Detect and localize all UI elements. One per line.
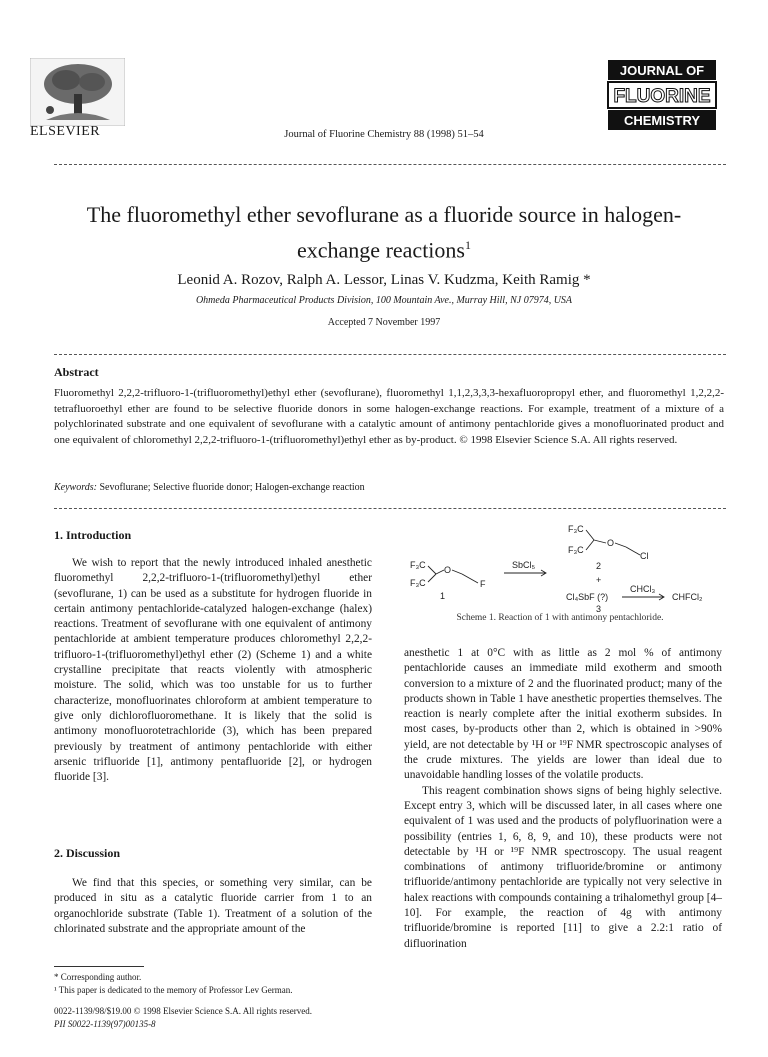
scheme-label-o2: O — [607, 538, 615, 548]
scheme-label-reagent2: CHCl₃ — [630, 584, 656, 594]
bond-2a — [586, 530, 594, 540]
discussion-paragraph: We find that this species, or something very similar, can be produced in situ as a catalytic fluoride carrier from 1 to an organochloride substrate (Table 1). Treatment of a solution of the chlorinated substrate and the appropriate amount of the — [54, 877, 372, 935]
bond-1c — [436, 570, 444, 574]
discussion-text — [54, 876, 372, 937]
abstract-bottom-rule — [54, 508, 726, 509]
bond-1e — [462, 574, 478, 583]
title-footnote-mark: 1 — [464, 238, 471, 252]
scheme-label-sb: Cl₄SbF (?) — [566, 592, 609, 602]
keywords-label: Keywords: — [54, 482, 97, 493]
introduction-heading: 1. Introduction — [54, 528, 132, 542]
abstract-top-rule — [54, 354, 726, 355]
introduction-text — [54, 556, 372, 785]
author-list: Leonid A. Rozov, Ralph A. Lessor, Linas V. Kudzma, Keith Ramig * — [177, 272, 591, 288]
abstract-text: Fluoromethyl 2,2,2-trifluoro-1-(trifluoromethyl)ethyl ether (sevoflurane), fluoromethyl 1,1,2,3,3,3-hexafluoropropyl ether, and fluoromethyl 1,2,2,2-tetrafluoroethyl ether are found to be selective fluoride donors in some halogen-exchange reactions. For example, treatment of a mixture of a polychlorinated substrate and one equivalent of sevoflurane with a catalytic amount of antimony pentachloride gives a monofluorinated product and one equivalent of chloromethyl 2,2,2-trifluoro-1-(trifluoromethyl)ethyl ether as by-product. © 1998 Elsevier Science S.A. All rights reserved. — [54, 387, 724, 446]
bond-2e — [626, 547, 640, 555]
bond-2d — [615, 543, 626, 547]
scheme-label-plus: + — [596, 575, 602, 585]
scheme-label-num1: 1 — [440, 591, 446, 601]
scheme-label-cl: Cl — [640, 551, 649, 561]
bond-2b — [586, 540, 594, 550]
pii-line: PII S0022-1139(97)00135-8 — [54, 1019, 156, 1029]
introduction-paragraph: We wish to report that the newly introduced inhaled anesthetic fluoromethyl 2,2,2-trifluoro-1-(trifluoromethyl)ethyl ether (sevoflurane, 1) can be used as a substitute for hydrogen fluoride in certain antimony pentachloride-catalyzed halogen-exchange (halex) reactions. Treatment of sevoflurane with one equivalent of antimony pentachloride at ambient temperature produces chloromethyl 2,2,2-trifluoro-1-(trifluoromethyl)ethyl ether (2) (Scheme 1) and a white crystalline precipitate that reacts violently with atmospheric moisture. The solid, which was too unstable for us to further characterize, monofluorinates chloroform at ambient temperature to give only dichlorofluoromethane. It is likely that the solid is antimony monofluorotetrachloride (3), which has been prepared previously by treatment of antimony pentachloride with either arsenic trifluoride [1], antimony pentafluoride [2], or hydrogen fluoride [3]. — [54, 557, 372, 784]
publisher-name: ELSEVIER — [30, 124, 101, 139]
journal-logo-line-2: FLUORINE — [613, 86, 711, 107]
affiliation: Ohmeda Pharmaceutical Products Division, 100 Mountain Ave., Murray Hill, NJ 07974, USA — [195, 295, 573, 306]
journal-logo — [606, 58, 718, 132]
right-paragraph-1: anesthetic 1 at 0°C with as little as 2 mol % of antimony pentachloride causes an immediate mild exotherm and smooth conversion to a mixture of 2 and the fluorinated product; many of the products shown in Table 1 have anesthetic properties themselves. The reaction is nearly complete after the initial exotherm subsides. In most cases, by-products other than 2, which is obtained in >90% yield, are not detectable by ¹H or ¹⁹F NMR spectroscopic analyses of the crude mixtures. The yields are lower than ideal due to unavoidable handling losses of the volatile products. — [404, 647, 722, 782]
scheme-label-reagent1: SbCl₅ — [512, 560, 536, 570]
scheme-label-o1: O — [444, 565, 452, 575]
copyright-line: 0022-1139/98/$19.00 © 1998 Elsevier Science S.A. All rights reserved. — [54, 1006, 312, 1016]
scheme-label-product: CHFCl₂ — [672, 592, 703, 602]
article-title: The fluoromethyl ether sevoflurane as a fluoride source in halogen-exchange reactions$^1$ — [86, 202, 682, 263]
scheme-caption: Scheme 1. Reaction of 1 with antimony pentachloride. — [456, 613, 664, 623]
keywords-text: Sevoflurane; Selective fluoride donor; Halogen-exchange reaction — [99, 482, 365, 493]
scheme-label-cf3-a: F₃C — [410, 560, 426, 570]
scheme-label-num3: 3 — [596, 604, 602, 612]
footnote-corresponding: * Corresponding author. — [54, 972, 142, 982]
discussion-heading: 2. Discussion — [54, 846, 121, 860]
corresponding-mark: * — [583, 272, 591, 288]
bond-1b — [428, 574, 436, 582]
bond-2c — [594, 540, 606, 543]
footnote-rule — [54, 966, 144, 967]
scheme-label-cf3-d: F₃C — [568, 545, 584, 555]
accepted-date: Accepted 7 November 1997 — [327, 317, 441, 328]
bond-1a — [428, 566, 436, 574]
bond-1d — [452, 570, 462, 574]
right-paragraph-2: This reagent combination shows signs of being highly selective. Except entry 3, which will be discussed later, in all cases where one equivalent of 1 was used and the products of polyfluorination were a possibility (entries 1, 6, 8, 9, and 10), these products were not detectable by ¹H or ¹⁹F NMR spectroscopy. The usual reagent combinations of antimony trifluoride/bromine or antimony trifluoride/antimony pentachloride are typically not very selective in halex reactions with compounds containing a trihalomethyl group [4–10]. For example, the reaction of 4g with antimony trifluoride/bromine is reported [11] to give a 2.2:1 ratio of difluorination — [404, 784, 722, 950]
keywords — [54, 482, 724, 493]
journal-logo-line-3: CHEMISTRY — [623, 113, 701, 128]
journal-reference: Journal of Fluorine Chemistry 88 (1998) 51–54 — [284, 129, 484, 140]
scheme-1 — [400, 520, 720, 612]
journal-logo-line-1: JOURNAL OF — [619, 63, 705, 78]
scheme-label-cf3-c: F₃C — [568, 524, 584, 534]
footnote-dedication: ¹ This paper is dedicated to the memory of Professor Lev German. — [54, 985, 293, 995]
elsevier-tree-logo — [30, 58, 125, 126]
right-column-text — [404, 646, 722, 952]
scheme-label-num2: 2 — [596, 561, 602, 571]
header-rule — [54, 164, 726, 165]
abstract-heading: Abstract — [54, 365, 99, 379]
scheme-label-f1: F — [480, 579, 486, 589]
scheme-label-cf3-b: F₃C — [410, 578, 426, 588]
